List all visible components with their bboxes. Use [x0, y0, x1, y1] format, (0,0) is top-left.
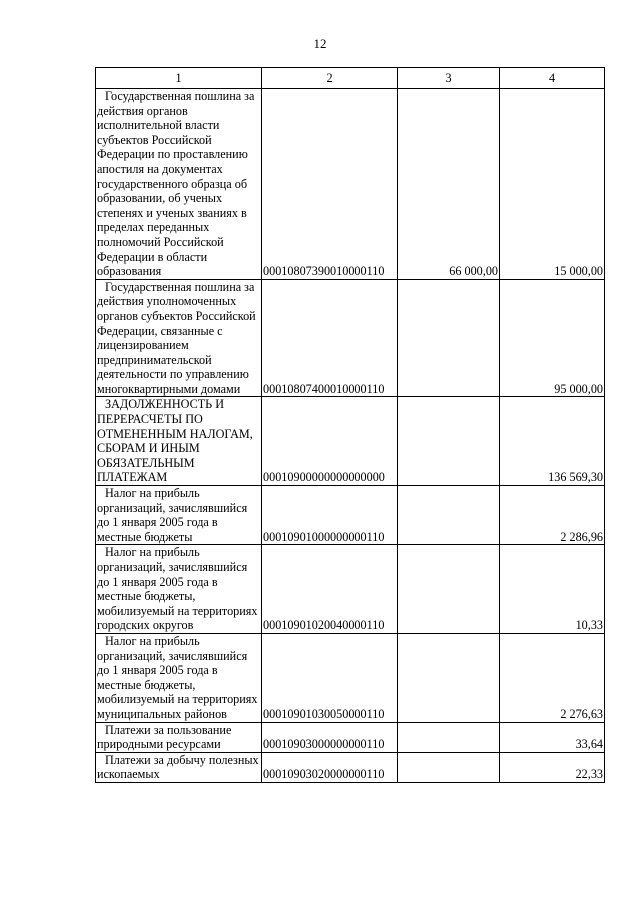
- row-code: 00010901000000000110: [262, 486, 398, 545]
- row-name: Государственная пошлина за действия органов исполнительной власти субъектов Российской Федерации по проставлению апостиля на документах государственного образца об образовании, об ученых степенях и ученых званиях в пределах переданных полномочий Российской Федерации в области образования: [97, 89, 255, 279]
- row-col4-value: 2 286,96: [500, 486, 605, 545]
- column-header-1: 1: [96, 68, 262, 89]
- row-code: 00010901030050000110: [262, 633, 398, 722]
- row-col4-value: 95 000,00: [500, 279, 605, 397]
- row-name: ЗАДОЛЖЕННОСТЬ И ПЕРЕРАСЧЕТЫ ПО ОТМЕНЕННЫМ НАЛОГАМ, СБОРАМ И ИНЫМ ОБЯЗАТЕЛЬНЫМ ПЛАТЕЖАМ: [97, 397, 253, 485]
- row-name-cell: [96, 633, 262, 722]
- row-code: 00010900000000000000: [262, 397, 398, 486]
- row-name: Платежи за добычу полезных ископаемых: [97, 752, 259, 782]
- page-number: 12: [313, 36, 327, 51]
- row-col3-value: [398, 397, 500, 486]
- row-name-cell: [96, 486, 262, 545]
- row-name-cell: [96, 545, 262, 634]
- row-col4-value: 15 000,00: [500, 89, 605, 280]
- row-col3-value: [398, 486, 500, 545]
- row-col4-value: 136 569,30: [500, 397, 605, 486]
- revenue-table: [95, 67, 605, 783]
- table-row: [96, 397, 605, 486]
- row-col3-value: [398, 279, 500, 397]
- column-header-2: 2: [262, 68, 398, 89]
- row-name-cell: [96, 89, 262, 280]
- row-code: 00010807400010000110: [262, 279, 398, 397]
- row-name: Налог на прибыль организаций, зачислявшийся до 1 января 2005 года в местные бюджеты, мобилизуемый на территориях городских округов: [97, 545, 258, 633]
- table-row: [96, 279, 605, 397]
- row-col3-value: [398, 752, 500, 782]
- row-code: 00010903020000000110: [262, 752, 398, 782]
- row-name: Государственная пошлина за действия уполномоченных органов субъектов Российской Федерации, связанные с лицензированием предпринимательской деятельности по управлению многоквартирными домами: [97, 279, 256, 396]
- row-name-cell: [96, 722, 262, 752]
- table-row: [96, 486, 605, 545]
- row-name: Платежи за пользование природными ресурсами: [97, 722, 232, 752]
- row-col4-value: 33,64: [500, 722, 605, 752]
- table-row: [96, 633, 605, 722]
- column-header-3: 3: [398, 68, 500, 89]
- row-col3-value: [398, 633, 500, 722]
- row-col3-value: 66 000,00: [398, 89, 500, 280]
- table-row: [96, 752, 605, 782]
- table-row: [96, 89, 605, 280]
- row-name: Налог на прибыль организаций, зачислявшийся до 1 января 2005 года в местные бюджеты, мобилизуемый на территориях муниципальных районов: [97, 633, 258, 721]
- row-code: 00010903000000000110: [262, 722, 398, 752]
- row-col3-value: [398, 545, 500, 634]
- row-code: 00010901020040000110: [262, 545, 398, 634]
- row-name-cell: [96, 279, 262, 397]
- row-col4-value: 22,33: [500, 752, 605, 782]
- table-row: [96, 722, 605, 752]
- row-name-cell: [96, 397, 262, 486]
- table-header-row: [96, 68, 605, 89]
- table-row: [96, 545, 605, 634]
- row-code: 00010807390010000110: [262, 89, 398, 280]
- column-header-4: 4: [500, 68, 605, 89]
- row-col4-value: 10,33: [500, 545, 605, 634]
- row-name: Налог на прибыль организаций, зачислявшийся до 1 января 2005 года в местные бюджеты: [97, 486, 248, 544]
- row-col3-value: [398, 722, 500, 752]
- row-name-cell: [96, 752, 262, 782]
- row-col4-value: 2 276,63: [500, 633, 605, 722]
